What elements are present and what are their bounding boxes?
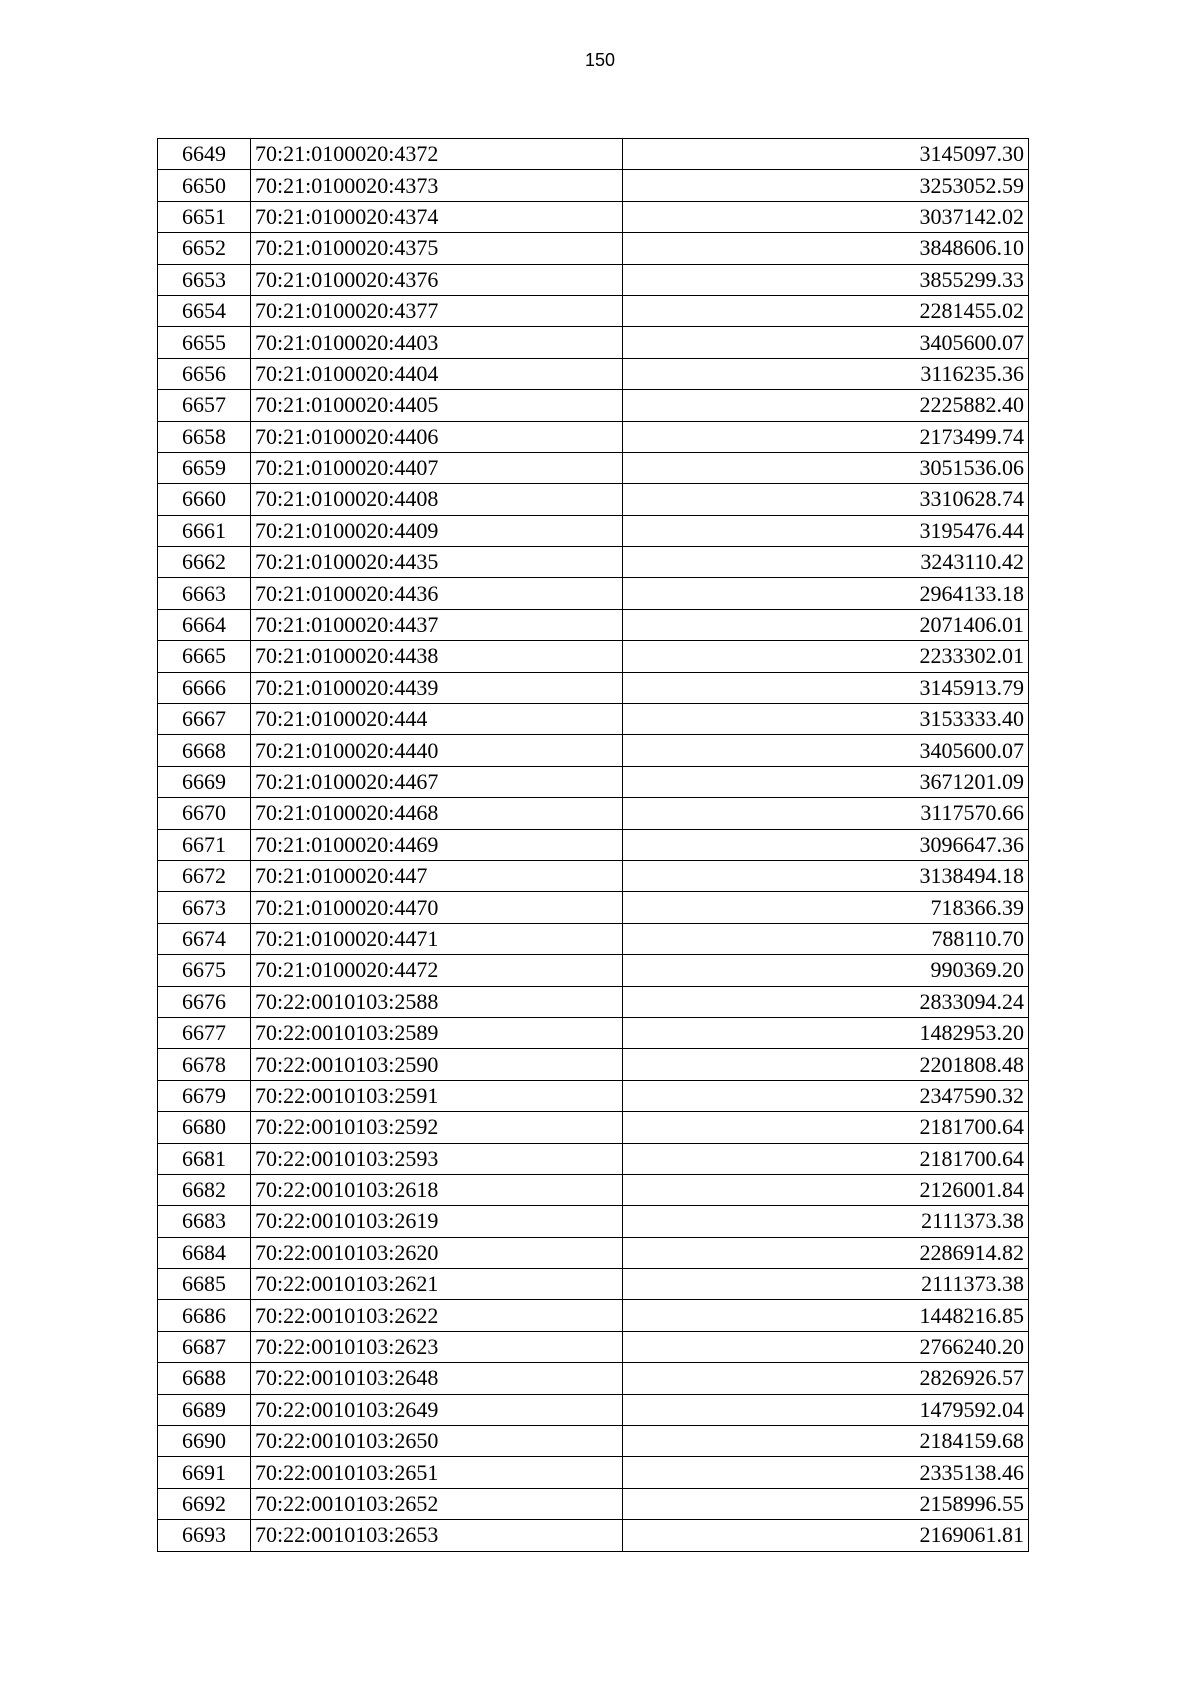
row-number-cell: 6674 [158,923,251,954]
value-cell: 1448216.85 [623,1300,1029,1331]
value-cell: 3848606.10 [623,233,1029,264]
cadastral-number-cell: 70:21:0100020:4470 [251,892,623,923]
row-number-cell: 6669 [158,766,251,797]
table-row [158,358,1029,389]
row-number-cell: 6663 [158,578,251,609]
cadastral-number-cell: 70:21:0100020:4440 [251,735,623,766]
cadastral-number-cell: 70:21:0100020:4468 [251,798,623,829]
table-row [158,578,1029,609]
row-number-cell: 6677 [158,1017,251,1048]
cadastral-number-cell: 70:21:0100020:4437 [251,609,623,640]
value-cell: 2201808.48 [623,1049,1029,1080]
row-number-cell: 6653 [158,264,251,295]
cadastral-number-cell: 70:22:0010103:2592 [251,1112,623,1143]
table-row [158,1237,1029,1268]
table-row [158,1488,1029,1519]
cadastral-number-cell: 70:21:0100020:4407 [251,452,623,483]
value-cell: 2233302.01 [623,641,1029,672]
cadastral-number-cell: 70:22:0010103:2621 [251,1269,623,1300]
row-number-cell: 6688 [158,1363,251,1394]
row-number-cell: 6650 [158,170,251,201]
table-row [158,547,1029,578]
value-cell: 2181700.64 [623,1143,1029,1174]
table-row [158,1394,1029,1425]
cadastral-number-cell: 70:22:0010103:2590 [251,1049,623,1080]
table-row [158,1300,1029,1331]
cadastral-number-cell: 70:21:0100020:4376 [251,264,623,295]
row-number-cell: 6678 [158,1049,251,1080]
row-number-cell: 6686 [158,1300,251,1331]
value-cell: 2766240.20 [623,1331,1029,1362]
value-cell: 3671201.09 [623,766,1029,797]
cadastral-number-cell: 70:21:0100020:4467 [251,766,623,797]
row-number-cell: 6668 [158,735,251,766]
value-cell: 3253052.59 [623,170,1029,201]
value-cell: 3405600.07 [623,327,1029,358]
row-number-cell: 6679 [158,1080,251,1111]
value-cell: 2281455.02 [623,295,1029,326]
value-cell: 3138494.18 [623,860,1029,891]
cadastral-number-cell: 70:22:0010103:2620 [251,1237,623,1268]
value-cell: 3243110.42 [623,547,1029,578]
table-row [158,1520,1029,1551]
table-row [158,515,1029,546]
value-cell: 2225882.40 [623,390,1029,421]
value-cell: 1479592.04 [623,1394,1029,1425]
cadastral-number-cell: 70:22:0010103:2591 [251,1080,623,1111]
table-row [158,452,1029,483]
table-row [158,1457,1029,1488]
table-row [158,1206,1029,1237]
value-cell: 2833094.24 [623,986,1029,1017]
table-row [158,233,1029,264]
value-cell: 3037142.02 [623,201,1029,232]
row-number-cell: 6689 [158,1394,251,1425]
table-row [158,1017,1029,1048]
row-number-cell: 6660 [158,484,251,515]
cadastral-number-cell: 70:21:0100020:4373 [251,170,623,201]
value-cell: 3153333.40 [623,704,1029,735]
value-cell: 2169061.81 [623,1520,1029,1551]
row-number-cell: 6691 [158,1457,251,1488]
row-number-cell: 6692 [158,1488,251,1519]
table-row [158,201,1029,232]
row-number-cell: 6665 [158,641,251,672]
table-row [158,390,1029,421]
cadastral-number-cell: 70:22:0010103:2650 [251,1426,623,1457]
cadastral-number-cell: 70:22:0010103:2648 [251,1363,623,1394]
cadastral-number-cell: 70:22:0010103:2593 [251,1143,623,1174]
value-cell: 3855299.33 [623,264,1029,295]
row-number-cell: 6684 [158,1237,251,1268]
cadastral-number-cell: 70:21:0100020:4435 [251,547,623,578]
value-cell: 3145913.79 [623,672,1029,703]
value-cell: 3116235.36 [623,358,1029,389]
table-row [158,1363,1029,1394]
cadastral-number-cell: 70:21:0100020:4404 [251,358,623,389]
row-number-cell: 6685 [158,1269,251,1300]
cadastral-number-cell: 70:21:0100020:4374 [251,201,623,232]
row-number-cell: 6658 [158,421,251,452]
row-number-cell: 6671 [158,829,251,860]
table-row [158,139,1029,170]
value-cell: 2347590.32 [623,1080,1029,1111]
table-row [158,1269,1029,1300]
row-number-cell: 6680 [158,1112,251,1143]
cadastral-number-cell: 70:21:0100020:4438 [251,641,623,672]
value-cell: 2826926.57 [623,1363,1029,1394]
value-cell: 3145097.30 [623,139,1029,170]
cadastral-number-cell: 70:22:0010103:2588 [251,986,623,1017]
cadastral-number-cell: 70:21:0100020:4405 [251,390,623,421]
row-number-cell: 6661 [158,515,251,546]
cadastral-number-cell: 70:21:0100020:4469 [251,829,623,860]
value-cell: 990369.20 [623,955,1029,986]
cadastral-value-table [157,138,1029,1552]
value-cell: 2111373.38 [623,1206,1029,1237]
table-row [158,609,1029,640]
cadastral-number-cell: 70:21:0100020:4472 [251,955,623,986]
cadastral-number-cell: 70:21:0100020:4439 [251,672,623,703]
row-number-cell: 6683 [158,1206,251,1237]
value-cell: 3405600.07 [623,735,1029,766]
cadastral-number-cell: 70:22:0010103:2652 [251,1488,623,1519]
cadastral-number-cell: 70:22:0010103:2653 [251,1520,623,1551]
value-cell: 2335138.46 [623,1457,1029,1488]
table-row [158,641,1029,672]
row-number-cell: 6682 [158,1174,251,1205]
cadastral-number-cell: 70:21:0100020:4377 [251,295,623,326]
row-number-cell: 6673 [158,892,251,923]
page-number: 150 [584,50,616,70]
table-row [158,264,1029,295]
table-row [158,484,1029,515]
row-number-cell: 6681 [158,1143,251,1174]
value-cell: 2126001.84 [623,1174,1029,1205]
table-row [158,1174,1029,1205]
cadastral-number-cell: 70:21:0100020:444 [251,704,623,735]
cadastral-number-cell: 70:21:0100020:4471 [251,923,623,954]
table-row [158,986,1029,1017]
value-cell: 2181700.64 [623,1112,1029,1143]
table-row [158,955,1029,986]
table-row [158,860,1029,891]
table-row [158,1080,1029,1111]
table-row [158,327,1029,358]
table-row [158,829,1029,860]
row-number-cell: 6655 [158,327,251,358]
cadastral-number-cell: 70:21:0100020:447 [251,860,623,891]
cadastral-number-cell: 70:22:0010103:2618 [251,1174,623,1205]
cadastral-number-cell: 70:21:0100020:4406 [251,421,623,452]
table-row [158,1049,1029,1080]
row-number-cell: 6651 [158,201,251,232]
cadastral-number-cell: 70:22:0010103:2589 [251,1017,623,1048]
cadastral-number-cell: 70:21:0100020:4409 [251,515,623,546]
value-cell: 2158996.55 [623,1488,1029,1519]
row-number-cell: 6649 [158,139,251,170]
row-number-cell: 6675 [158,955,251,986]
value-cell: 2964133.18 [623,578,1029,609]
value-cell: 2111373.38 [623,1269,1029,1300]
value-cell: 2173499.74 [623,421,1029,452]
row-number-cell: 6690 [158,1426,251,1457]
cadastral-number-cell: 70:21:0100020:4372 [251,139,623,170]
row-number-cell: 6687 [158,1331,251,1362]
table-row [158,923,1029,954]
row-number-cell: 6667 [158,704,251,735]
cadastral-number-cell: 70:21:0100020:4436 [251,578,623,609]
table-row [158,735,1029,766]
table-row [158,421,1029,452]
cadastral-number-cell: 70:21:0100020:4408 [251,484,623,515]
table-row [158,295,1029,326]
row-number-cell: 6652 [158,233,251,264]
value-cell: 3051536.06 [623,452,1029,483]
table-row [158,892,1029,923]
value-cell: 3310628.74 [623,484,1029,515]
row-number-cell: 6666 [158,672,251,703]
cadastral-number-cell: 70:22:0010103:2622 [251,1300,623,1331]
table-row [158,704,1029,735]
value-cell: 2071406.01 [623,609,1029,640]
row-number-cell: 6676 [158,986,251,1017]
table-row [158,1143,1029,1174]
value-cell: 2184159.68 [623,1426,1029,1457]
row-number-cell: 6670 [158,798,251,829]
value-cell: 718366.39 [623,892,1029,923]
table-row [158,798,1029,829]
row-number-cell: 6693 [158,1520,251,1551]
cadastral-number-cell: 70:22:0010103:2623 [251,1331,623,1362]
cadastral-number-cell: 70:21:0100020:4375 [251,233,623,264]
table-row [158,1426,1029,1457]
cadastral-number-cell: 70:22:0010103:2651 [251,1457,623,1488]
value-cell: 1482953.20 [623,1017,1029,1048]
table-body [158,139,1029,1552]
row-number-cell: 6659 [158,452,251,483]
value-cell: 2286914.82 [623,1237,1029,1268]
cadastral-number-cell: 70:22:0010103:2649 [251,1394,623,1425]
row-number-cell: 6662 [158,547,251,578]
row-number-cell: 6672 [158,860,251,891]
table-row [158,1112,1029,1143]
table-row [158,1331,1029,1362]
table-row [158,170,1029,201]
table-row [158,672,1029,703]
row-number-cell: 6657 [158,390,251,421]
row-number-cell: 6656 [158,358,251,389]
value-cell: 3096647.36 [623,829,1029,860]
value-cell: 788110.70 [623,923,1029,954]
value-cell: 3195476.44 [623,515,1029,546]
cadastral-number-cell: 70:22:0010103:2619 [251,1206,623,1237]
cadastral-number-cell: 70:21:0100020:4403 [251,327,623,358]
table-row [158,766,1029,797]
row-number-cell: 6654 [158,295,251,326]
row-number-cell: 6664 [158,609,251,640]
value-cell: 3117570.66 [623,798,1029,829]
